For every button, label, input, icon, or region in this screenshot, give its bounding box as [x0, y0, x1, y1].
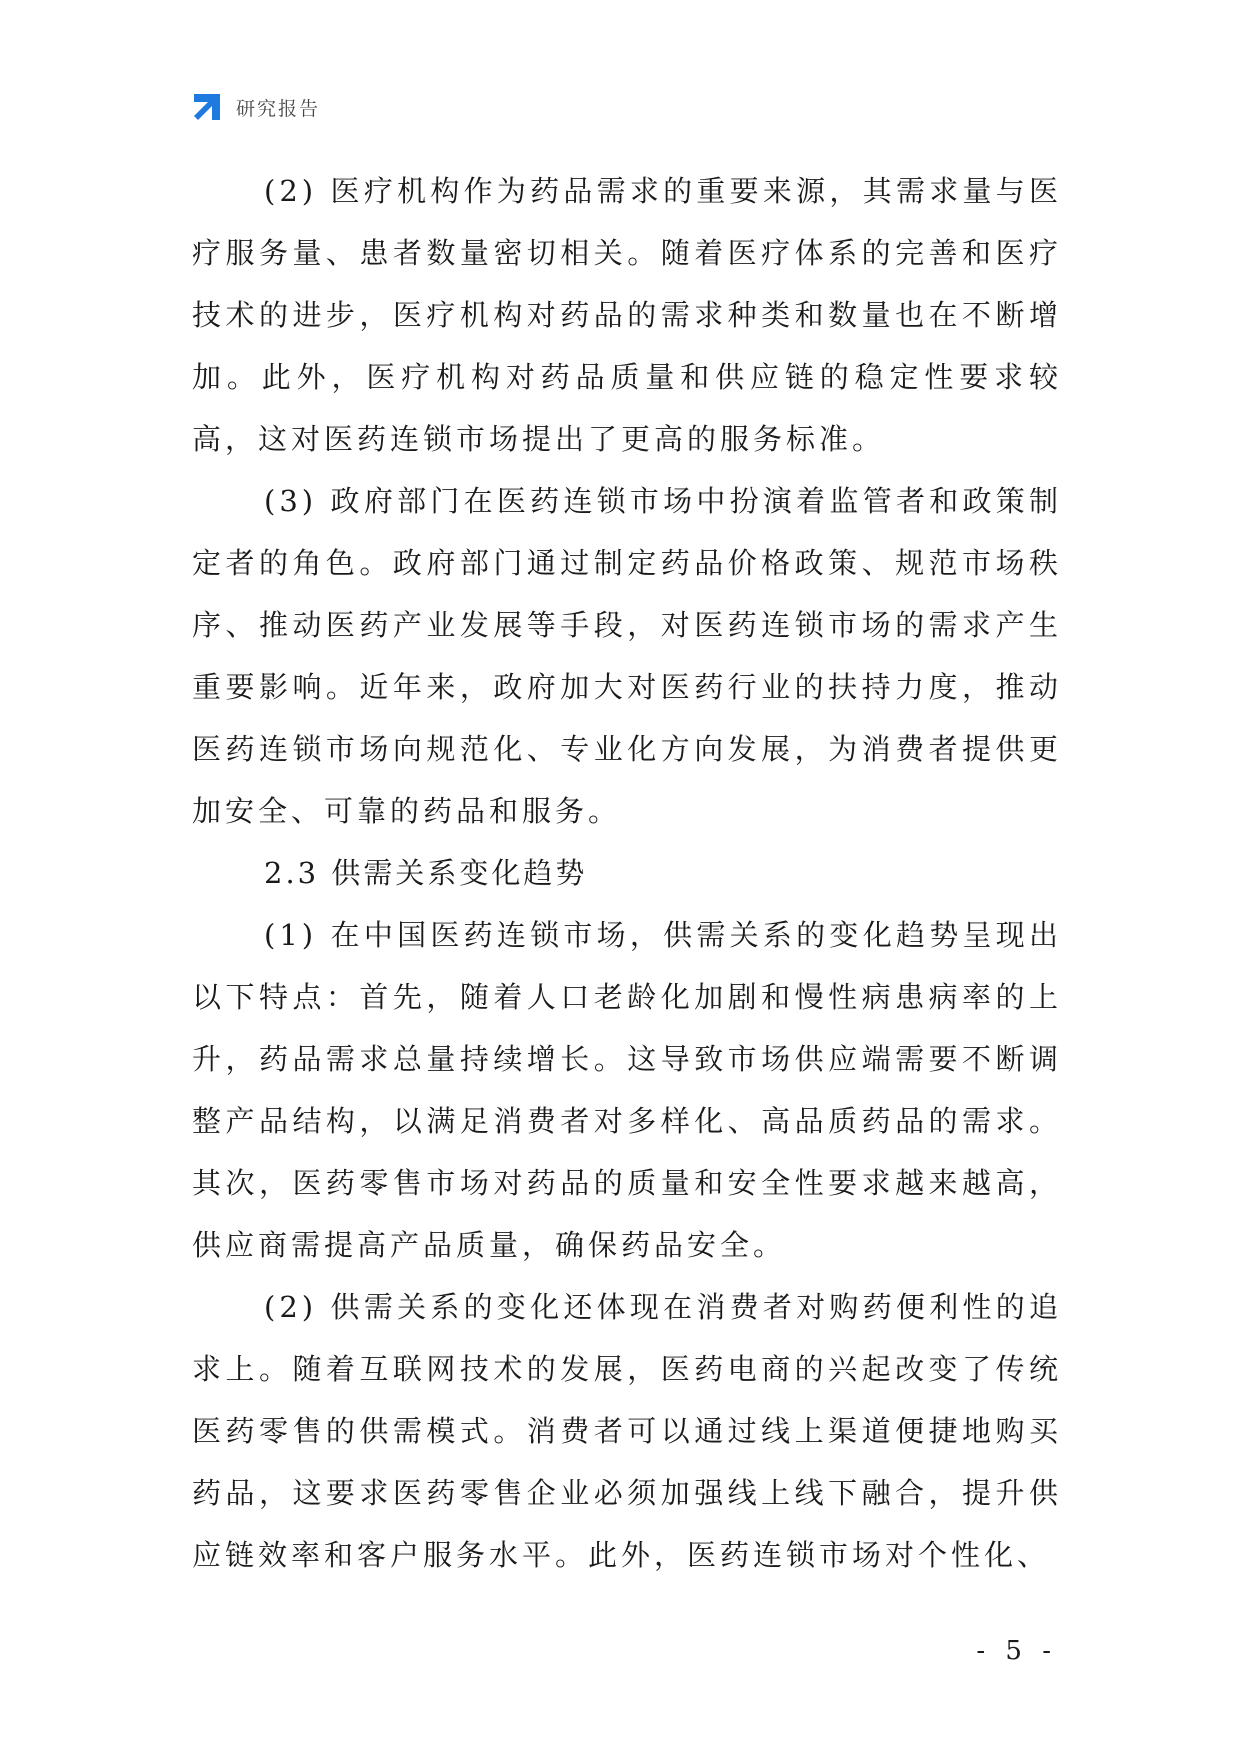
header-title: 研究报告: [236, 97, 321, 120]
paragraph-trend-1: (1) 在中国医药连锁市场，供需关系的变化趋势呈现出以下特点：首先，随着人口老龄化加剧和慢性病患病率的上升，药品需求总量持续增长。这导致市场供应端需要不断调整产品结构，以满足消费者对多样化、高品质药品的需求。其次，医药零售市场对药品的质量和安全性要求越来越高，供应商需提高产品质量，确保药品安全。: [192, 918, 1062, 1262]
arrow-logo-icon: [190, 90, 224, 124]
paragraph-medical-institutions: (2) 医疗机构作为药品需求的重要来源，其需求量与医疗服务量、患者数量密切相关。随着医疗体系的完善和医疗技术的进步，医疗机构对药品的需求种类和数量也在不断增加。此外，医疗机构对药品质量和供应链的稳定性要求较高，这对医药连锁市场提出了更高的服务标准。: [192, 174, 1062, 456]
paragraph-government: (3) 政府部门在医药连锁市场中扮演着监管者和政策制定者的角色。政府部门通过制定药品价格政策、规范市场秩序、推动医药产业发展等手段，对医药连锁市场的需求产生重要影响。近年来，政府加大对医药行业的扶持力度，推动医药连锁市场向规范化、专业化方向发展，为消费者提供更加安全、可靠的药品和服务。: [192, 484, 1062, 828]
section-heading: 2.3 供需关系变化趋势: [264, 856, 588, 890]
page-header: [190, 90, 320, 124]
paragraph-trend-2: (2) 供需关系的变化还体现在消费者对购药便利性的追求上。随着互联网技术的发展，医药电商的兴起改变了传统医药零售的供需模式。消费者可以通过线上渠道便捷地购买药品，这要求医药零售企业必须加强线上线下融合，提升供应链效率和客户服务水平。此外，医药连锁市场对个性化、: [192, 1290, 1062, 1572]
document-body: [192, 160, 1062, 1586]
page-number: - 5 -: [976, 1636, 1057, 1666]
